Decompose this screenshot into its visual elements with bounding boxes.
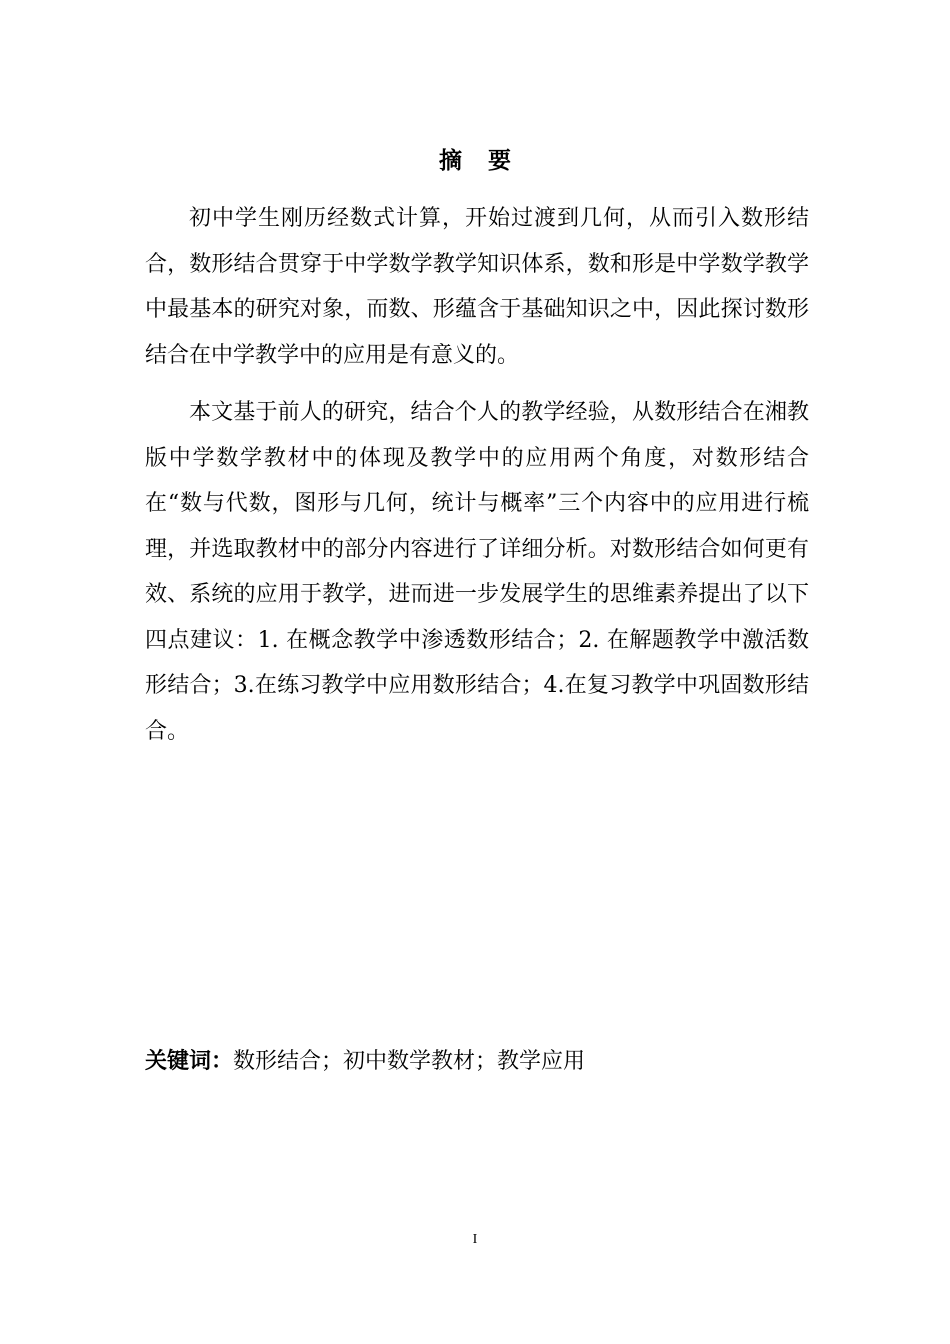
abstract-body [145,196,809,766]
abstract-title-char-2: 要 [488,148,511,174]
abstract-paragraph-1: 初中学生刚历经数式计算，开始过渡到几何，从而引入数形结合，数形结合贯穿于中学数学教学知识体系，数和形是中学数学教学中最基本的研究对象，而数、形蕴含于基础知识之中，因此探讨数形结合在中学教学中的应用是有意义的。 [145,206,809,368]
keywords-line [145,1044,809,1080]
page-number: I [472,1232,478,1247]
abstract-title-char-1: 摘 [439,148,462,174]
abstract-paragraph-2: 本文基于前人的研究，结合个人的教学经验，从数形结合在湘教版中学数学教材中的体现及教学中的应用两个角度，对数形结合在“数与代数，图形与几何，统计与概率”三个内容中的应用进行梳理，并选取教材中的部分内容进行了详细分析。对数形结合如何更有效、系统的应用于教学，进而进一步发展学生的思维素养提出了以下四点建议：1. 在概念教学中渗透数形结合；2. 在解题教学中激活数形结合；3.在练习教学中应用数形结合；4.在复习教学中巩固数形结合。 [145,400,809,744]
keywords-value: 数形结合；初中数学教材；教学应用 [233,1049,586,1074]
keywords-label: 关键词： [145,1049,234,1074]
abstract-title [0,143,950,179]
